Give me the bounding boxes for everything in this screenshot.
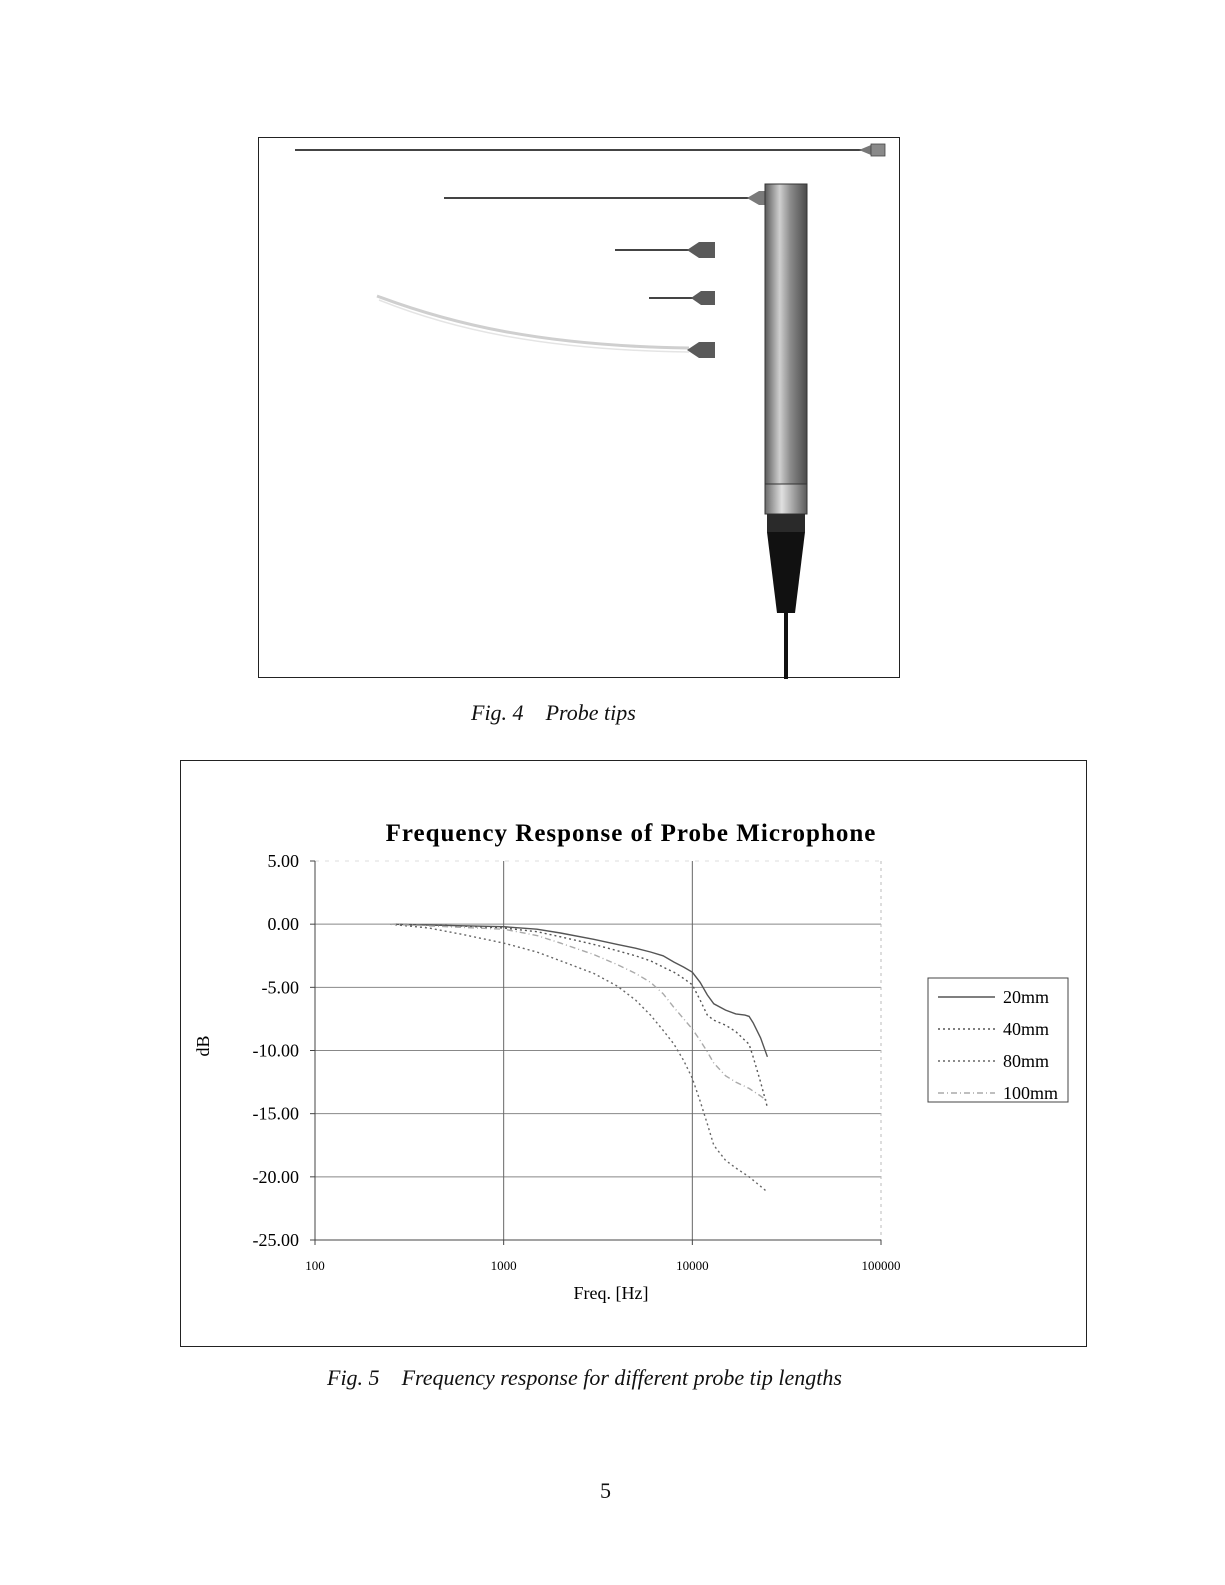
- y-tick-label: -5.00: [261, 977, 299, 998]
- probe-tip-longest: [295, 144, 885, 156]
- chart-title: Frequency Response of Probe Microphone: [385, 820, 877, 847]
- x-tick-label: 100000: [861, 1258, 901, 1273]
- chart-series: [390, 924, 767, 1192]
- series-line-100mm: [390, 924, 767, 1101]
- y-tick-label: -10.00: [252, 1040, 299, 1061]
- x-tick-label: 10000: [676, 1258, 709, 1273]
- x-axis-label: Freq. [Hz]: [573, 1283, 649, 1303]
- chart-legend: [928, 978, 1068, 1103]
- y-tick-label: -20.00: [252, 1166, 299, 1187]
- probe-tip-short-2: [649, 291, 715, 305]
- probe-tip-mounted: [444, 191, 769, 205]
- page-number: 5: [600, 1478, 611, 1503]
- chart-axes: [253, 851, 901, 1273]
- legend-label-40mm: 40mm: [1003, 1019, 1050, 1039]
- figure-5-title: Frequency response for different probe tip lengths: [401, 1365, 842, 1390]
- x-tick-label: 100: [305, 1258, 325, 1273]
- y-tick-label: 5.00: [267, 851, 299, 871]
- frequency-response-chart-frame: [180, 760, 1087, 1347]
- y-tick-label: -25.00: [252, 1230, 299, 1250]
- x-tick-label: 1000: [490, 1258, 517, 1273]
- legend-label-80mm: 80mm: [1003, 1051, 1050, 1071]
- series-line-40mm: [390, 924, 767, 1107]
- frequency-response-chart: [181, 761, 1088, 1348]
- series-line-20mm: [390, 924, 767, 1057]
- legend-label-100mm: 100mm: [1003, 1083, 1059, 1103]
- probe-tips-illustration: [259, 138, 901, 679]
- legend-label-20mm: 20mm: [1003, 987, 1050, 1007]
- probe-microphone-body: [765, 184, 807, 679]
- figure-4-title: Probe tips: [545, 700, 636, 725]
- figure-4-caption: [471, 700, 636, 726]
- y-axis-label: dB: [193, 1035, 213, 1057]
- figure-5-label: Fig. 5: [327, 1365, 380, 1390]
- y-tick-label: -15.00: [252, 1103, 299, 1124]
- probe-tips-photo: [258, 137, 900, 678]
- y-tick-label: 0.00: [267, 914, 299, 935]
- probe-tip-flexible: [377, 296, 715, 358]
- figure-5-caption: [327, 1365, 842, 1391]
- probe-tip-short-1: [615, 242, 715, 258]
- chart-grid: [315, 861, 881, 1240]
- figure-4-label: Fig. 4: [471, 700, 524, 725]
